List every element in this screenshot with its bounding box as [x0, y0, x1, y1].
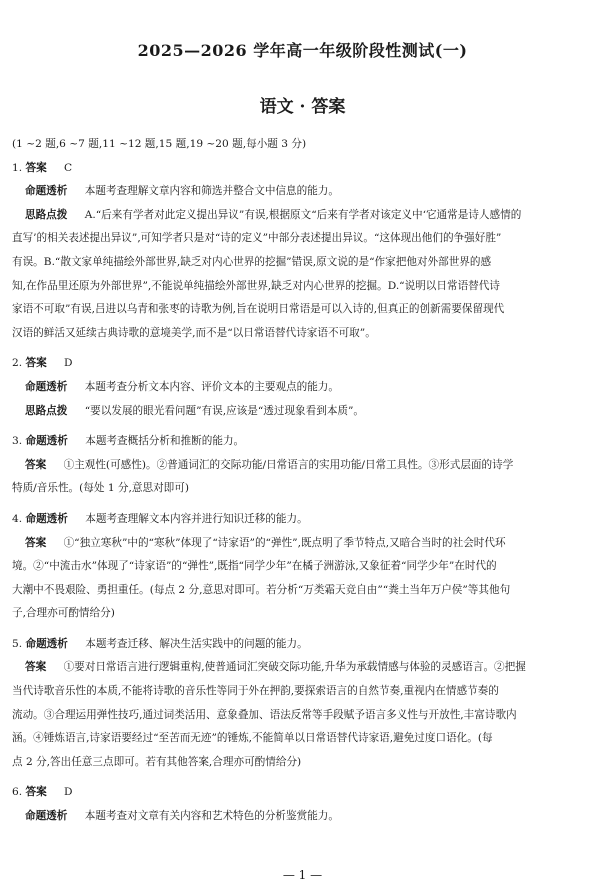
block-label: 思路点拨: [25, 404, 68, 417]
answer-value: D: [64, 357, 73, 370]
text-line: 子,合理亦可酌情给分): [12, 607, 115, 620]
head-text: 本题考查理解文本内容并进行知识迁移的能力。: [85, 512, 308, 525]
answer-label: 答案: [25, 786, 47, 799]
text-line: 汉语的鲜活又延续古典诗歌的意境美学,而不是“以日常语替代诗家语不可取”。: [12, 326, 376, 339]
head-label: 命题透析: [25, 435, 68, 448]
answer-item-6: [12, 781, 594, 828]
page-subtitle: 语文 · 答案: [259, 97, 346, 117]
block-text: ①要对日常语言进行逻辑重构,使普通词汇突破交际功能,升华为承载情感与体验的灵感语言。②把握: [63, 661, 526, 674]
block-text: 本题考查分析文本内容、评价文本的主要观点的能力。: [84, 380, 339, 393]
head-label: 命题透析: [25, 512, 68, 525]
block-text: 本题考查对文章有关内容和艺术特色的分析鉴赏能力。: [84, 810, 339, 823]
text-line: 流动。③合理运用弹性技巧,通过词类活用、意象叠加、语法反常等手段赋予语言多义性与开放性,丰富诗歌内: [12, 708, 517, 721]
answer-item-3: [12, 430, 594, 501]
item-number: 6.: [12, 786, 23, 799]
text-line: 家语不可取”有误,吕进以乌青和张枣的诗歌为例,旨在说明日常语是可以入诗的,但真正的创新需要保留现代: [12, 303, 505, 316]
answer-value: C: [64, 161, 73, 174]
page-number: — 1 —: [282, 868, 323, 882]
item-number: 1.: [12, 161, 23, 174]
text-line: 知,在作品里还原为外部世界”,不能说单纯描绘外部世界,缺乏对内心世界的挖掘。D.“说明以日常语替代诗: [12, 279, 500, 292]
item-number: 2.: [12, 357, 23, 370]
answer-item-2: [12, 352, 594, 423]
block-text: A.“后来有学者对此定义提出异议”有误,根据原文“后来有学者对该定义中‘它通常是诗人感情的: [84, 208, 522, 221]
block-label: 思路点拨: [25, 208, 68, 221]
text-line: 当代诗歌音乐性的本质,不能将诗歌的音乐性等同于外在押韵,要探索语言的自然节奏,重视内在情感节奏的: [12, 685, 499, 698]
block-label: 命题透析: [25, 380, 68, 393]
text-line: 境。②“中流击水”体现了“诗家语”的“弹性”,既指“同学少年”在橘子洲游泳,又象征着“同学少年”在时代的: [12, 560, 497, 573]
head-label: 命题透析: [25, 637, 68, 650]
text-line: 点 2 分,答出任意三点即可。若有其他答案,合理亦可酌情给分): [12, 755, 302, 768]
block-text: ①主观性(可感性)。②普通词汇的交际功能/日常语言的实用功能/日常工具性。③形式层面的诗学: [63, 458, 514, 471]
block-label: 命题透析: [25, 810, 68, 823]
head-text: 本题考查概括分析和推断的能力。: [85, 435, 245, 448]
item-number: 5.: [12, 637, 23, 650]
answer-value: D: [64, 786, 73, 799]
text-line: 涵。④锤炼语言,诗家语要经过“至苦而无迹”的锤炼,不能简单以日常语替代诗家语,避免过度口语化。(每: [12, 732, 493, 745]
head-text: 本题考查迁移、解决生活实践中的问题的能力。: [85, 637, 308, 650]
block-text: ①“独立寒秋”中的“寒秋”体现了“诗家语”的“弹性”,既点明了季节特点,又暗合当时的社会时代环: [63, 536, 506, 549]
answer-label: 答案: [25, 161, 47, 174]
block-label: 答案: [25, 536, 47, 549]
answer-item-4: [12, 508, 594, 626]
block-text: “要以发展的眼光看问题”有误,应该是“透过现象看到本质”。: [84, 404, 365, 417]
block-label: 答案: [25, 661, 47, 674]
answer-item-1: [12, 157, 594, 346]
page-title: 2025—2026 学年高一年级阶段性测试(一): [137, 41, 468, 60]
item-number: 3.: [12, 435, 23, 448]
block-text: 本题考查理解文章内容和筛选并整合文中信息的能力。: [84, 185, 339, 198]
text-line: 特质/音乐性。(每处 1 分,意思对即可): [12, 482, 189, 495]
text-line: 大潮中不畏艰险、勇担重任。(每点 2 分,意思对即可。若分析“万类霜天竞自由”“粪土当年万户侯”等其他句: [12, 583, 511, 596]
answer-label: 答案: [25, 357, 47, 370]
answer-content: [12, 133, 594, 836]
answer-item-5: [12, 633, 594, 775]
block-label: 答案: [25, 458, 47, 471]
text-line: 有误。B.“散文家单纯描绘外部世界,缺乏对内心世界的挖掘”错误,原文说的是“作家把他对外部世界的感: [12, 255, 492, 268]
block-label: 命题透析: [25, 185, 68, 198]
score-note: (1 ~2 题,6 ~7 题,11 ~12 题,15 题,19 ~20 题,每小题 3 分): [12, 138, 307, 150]
text-line: 直写’的相关表述提出异议”,可知学者只是对“诗的定义”中部分表述提出异议。“这体现出他们的争强好胜”: [12, 232, 502, 245]
item-number: 4.: [12, 512, 23, 525]
